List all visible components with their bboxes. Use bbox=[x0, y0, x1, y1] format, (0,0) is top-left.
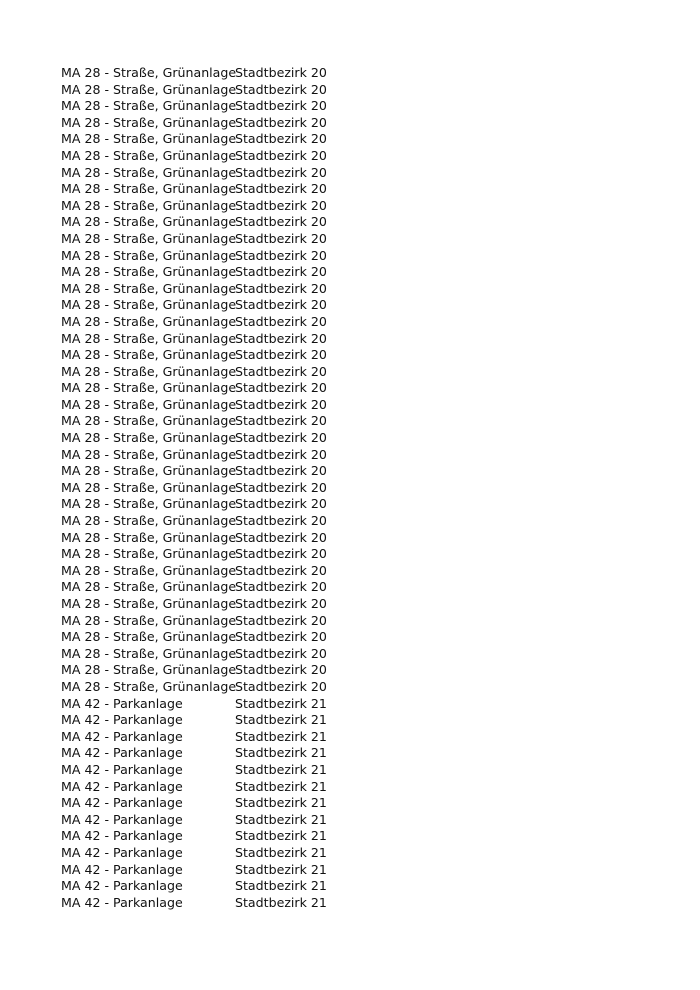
cell-district: Stadtbezirk 20 bbox=[235, 363, 327, 379]
cell-unit: MA 28 - Straße, Grünanlage bbox=[61, 65, 237, 80]
cell-unit: MA 28 - Straße, Grünanlage bbox=[61, 214, 237, 230]
table-row bbox=[61, 646, 361, 663]
cell-district: Stadtbezirk 20 bbox=[235, 496, 327, 512]
table-row bbox=[61, 729, 361, 746]
cell-district: Stadtbezirk 20 bbox=[235, 214, 327, 230]
table-row bbox=[61, 231, 361, 248]
table-row bbox=[61, 131, 361, 148]
cell-district: Stadtbezirk 20 bbox=[235, 430, 327, 446]
cell-district: Stadtbezirk 21 bbox=[235, 811, 327, 827]
cell-unit: MA 42 - Parkanlage bbox=[61, 878, 183, 894]
cell-district: Stadtbezirk 20 bbox=[235, 645, 327, 661]
cell-unit: MA 42 - Parkanlage bbox=[61, 745, 183, 761]
cell-unit: MA 28 - Straße, Grünanlage bbox=[61, 662, 237, 678]
cell-district: Stadtbezirk 20 bbox=[235, 147, 327, 163]
cell-unit: MA 28 - Straße, Grünanlage bbox=[61, 363, 237, 379]
cell-district: Stadtbezirk 20 bbox=[235, 98, 327, 114]
table-row bbox=[61, 662, 361, 679]
cell-district: Stadtbezirk 21 bbox=[235, 695, 327, 711]
cell-unit: MA 28 - Straße, Grünanlage bbox=[61, 114, 237, 130]
table-row bbox=[61, 712, 361, 729]
cell-district: Stadtbezirk 20 bbox=[235, 380, 327, 396]
table-row bbox=[61, 828, 361, 845]
cell-district: Stadtbezirk 20 bbox=[235, 529, 327, 545]
cell-unit: MA 42 - Parkanlage bbox=[61, 728, 183, 744]
cell-unit: MA 28 - Straße, Grünanlage bbox=[61, 313, 237, 329]
table-row bbox=[61, 613, 361, 630]
data-table bbox=[61, 65, 361, 911]
cell-unit: MA 42 - Parkanlage bbox=[61, 828, 183, 844]
table-row bbox=[61, 862, 361, 879]
table-row bbox=[61, 115, 361, 132]
cell-unit: MA 42 - Parkanlage bbox=[61, 894, 183, 910]
table-row bbox=[61, 331, 361, 348]
cell-unit: MA 28 - Straße, Grünanlage bbox=[61, 546, 237, 562]
table-row bbox=[61, 82, 361, 99]
cell-unit: MA 28 - Straße, Grünanlage bbox=[61, 463, 237, 479]
cell-district: Stadtbezirk 20 bbox=[235, 662, 327, 678]
table-row bbox=[61, 530, 361, 547]
cell-unit: MA 28 - Straße, Grünanlage bbox=[61, 181, 237, 197]
cell-district: Stadtbezirk 20 bbox=[235, 280, 327, 296]
cell-unit: MA 42 - Parkanlage bbox=[61, 761, 183, 777]
cell-unit: MA 28 - Straße, Grünanlage bbox=[61, 396, 237, 412]
cell-unit: MA 28 - Straße, Grünanlage bbox=[61, 81, 237, 97]
table-row bbox=[61, 281, 361, 298]
cell-district: Stadtbezirk 20 bbox=[235, 612, 327, 628]
cell-unit: MA 28 - Straße, Grünanlage bbox=[61, 230, 237, 246]
cell-district: Stadtbezirk 20 bbox=[235, 347, 327, 363]
table-row bbox=[61, 364, 361, 381]
cell-district: Stadtbezirk 20 bbox=[235, 463, 327, 479]
cell-unit: MA 28 - Straße, Grünanlage bbox=[61, 645, 237, 661]
cell-district: Stadtbezirk 21 bbox=[235, 828, 327, 844]
cell-unit: MA 28 - Straße, Grünanlage bbox=[61, 247, 237, 263]
table-row bbox=[61, 878, 361, 895]
table-row bbox=[61, 65, 361, 82]
cell-district: Stadtbezirk 20 bbox=[235, 579, 327, 595]
cell-district: Stadtbezirk 21 bbox=[235, 894, 327, 910]
cell-district: Stadtbezirk 20 bbox=[235, 181, 327, 197]
table-row bbox=[61, 513, 361, 530]
cell-district: Stadtbezirk 21 bbox=[235, 795, 327, 811]
cell-district: Stadtbezirk 20 bbox=[235, 446, 327, 462]
cell-unit: MA 42 - Parkanlage bbox=[61, 844, 183, 860]
cell-district: Stadtbezirk 21 bbox=[235, 861, 327, 877]
cell-unit: MA 42 - Parkanlage bbox=[61, 811, 183, 827]
table-row bbox=[61, 596, 361, 613]
cell-district: Stadtbezirk 20 bbox=[235, 562, 327, 578]
cell-unit: MA 28 - Straße, Grünanlage bbox=[61, 446, 237, 462]
table-row bbox=[61, 380, 361, 397]
cell-district: Stadtbezirk 20 bbox=[235, 81, 327, 97]
cell-district: Stadtbezirk 20 bbox=[235, 230, 327, 246]
table-row bbox=[61, 98, 361, 115]
cell-unit: MA 28 - Straße, Grünanlage bbox=[61, 479, 237, 495]
cell-unit: MA 28 - Straße, Grünanlage bbox=[61, 164, 237, 180]
table-row bbox=[61, 762, 361, 779]
cell-district: Stadtbezirk 21 bbox=[235, 844, 327, 860]
cell-district: Stadtbezirk 20 bbox=[235, 197, 327, 213]
cell-unit: MA 28 - Straße, Grünanlage bbox=[61, 197, 237, 213]
table-row bbox=[61, 496, 361, 513]
cell-district: Stadtbezirk 20 bbox=[235, 479, 327, 495]
table-row bbox=[61, 845, 361, 862]
cell-district: Stadtbezirk 20 bbox=[235, 164, 327, 180]
cell-unit: MA 28 - Straße, Grünanlage bbox=[61, 264, 237, 280]
table-row bbox=[61, 679, 361, 696]
cell-unit: MA 28 - Straße, Grünanlage bbox=[61, 612, 237, 628]
cell-district: Stadtbezirk 20 bbox=[235, 513, 327, 529]
cell-district: Stadtbezirk 21 bbox=[235, 745, 327, 761]
table-row bbox=[61, 795, 361, 812]
cell-unit: MA 28 - Straße, Grünanlage bbox=[61, 98, 237, 114]
cell-unit: MA 28 - Straße, Grünanlage bbox=[61, 330, 237, 346]
table-row bbox=[61, 214, 361, 231]
cell-district: Stadtbezirk 20 bbox=[235, 131, 327, 147]
cell-district: Stadtbezirk 20 bbox=[235, 65, 327, 80]
cell-unit: MA 28 - Straße, Grünanlage bbox=[61, 678, 237, 694]
cell-unit: MA 28 - Straße, Grünanlage bbox=[61, 430, 237, 446]
table-row bbox=[61, 629, 361, 646]
cell-unit: MA 42 - Parkanlage bbox=[61, 861, 183, 877]
cell-unit: MA 42 - Parkanlage bbox=[61, 712, 183, 728]
cell-district: Stadtbezirk 20 bbox=[235, 264, 327, 280]
cell-district: Stadtbezirk 20 bbox=[235, 297, 327, 313]
table-row bbox=[61, 812, 361, 829]
table-row bbox=[61, 696, 361, 713]
cell-unit: MA 28 - Straße, Grünanlage bbox=[61, 579, 237, 595]
table-row bbox=[61, 314, 361, 331]
cell-unit: MA 28 - Straße, Grünanlage bbox=[61, 562, 237, 578]
cell-unit: MA 28 - Straße, Grünanlage bbox=[61, 347, 237, 363]
table-row bbox=[61, 397, 361, 414]
cell-district: Stadtbezirk 21 bbox=[235, 712, 327, 728]
cell-district: Stadtbezirk 20 bbox=[235, 678, 327, 694]
table-row bbox=[61, 148, 361, 165]
cell-district: Stadtbezirk 20 bbox=[235, 546, 327, 562]
table-row bbox=[61, 447, 361, 464]
cell-district: Stadtbezirk 21 bbox=[235, 778, 327, 794]
cell-unit: MA 28 - Straße, Grünanlage bbox=[61, 380, 237, 396]
table-row bbox=[61, 579, 361, 596]
cell-unit: MA 28 - Straße, Grünanlage bbox=[61, 297, 237, 313]
cell-unit: MA 42 - Parkanlage bbox=[61, 695, 183, 711]
cell-district: Stadtbezirk 20 bbox=[235, 330, 327, 346]
cell-unit: MA 28 - Straße, Grünanlage bbox=[61, 596, 237, 611]
table-row bbox=[61, 264, 361, 281]
cell-district: Stadtbezirk 20 bbox=[235, 396, 327, 412]
table-row bbox=[61, 181, 361, 198]
cell-district: Stadtbezirk 20 bbox=[235, 413, 327, 429]
cell-district: Stadtbezirk 21 bbox=[235, 761, 327, 777]
cell-unit: MA 28 - Straße, Grünanlage bbox=[61, 280, 237, 296]
cell-unit: MA 28 - Straße, Grünanlage bbox=[61, 131, 237, 147]
cell-district: Stadtbezirk 20 bbox=[235, 247, 327, 263]
table-row bbox=[61, 745, 361, 762]
cell-unit: MA 28 - Straße, Grünanlage bbox=[61, 496, 237, 512]
cell-district: Stadtbezirk 20 bbox=[235, 596, 327, 611]
table-row bbox=[61, 347, 361, 364]
cell-district: Stadtbezirk 20 bbox=[235, 114, 327, 130]
table-row bbox=[61, 779, 361, 796]
cell-district: Stadtbezirk 21 bbox=[235, 878, 327, 894]
cell-district: Stadtbezirk 20 bbox=[235, 629, 327, 645]
table-row bbox=[61, 895, 361, 912]
table-row bbox=[61, 563, 361, 580]
table-row bbox=[61, 480, 361, 497]
table-row bbox=[61, 463, 361, 480]
table-row bbox=[61, 546, 361, 563]
table-row bbox=[61, 430, 361, 447]
cell-unit: MA 28 - Straße, Grünanlage bbox=[61, 147, 237, 163]
cell-district: Stadtbezirk 21 bbox=[235, 728, 327, 744]
table-row bbox=[61, 297, 361, 314]
table-row bbox=[61, 248, 361, 265]
cell-unit: MA 28 - Straße, Grünanlage bbox=[61, 413, 237, 429]
cell-unit: MA 28 - Straße, Grünanlage bbox=[61, 513, 237, 529]
table-row bbox=[61, 165, 361, 182]
table-row bbox=[61, 198, 361, 215]
cell-district: Stadtbezirk 20 bbox=[235, 313, 327, 329]
cell-unit: MA 42 - Parkanlage bbox=[61, 795, 183, 811]
cell-unit: MA 28 - Straße, Grünanlage bbox=[61, 629, 237, 645]
cell-unit: MA 42 - Parkanlage bbox=[61, 778, 183, 794]
cell-unit: MA 28 - Straße, Grünanlage bbox=[61, 529, 237, 545]
table-row bbox=[61, 413, 361, 430]
